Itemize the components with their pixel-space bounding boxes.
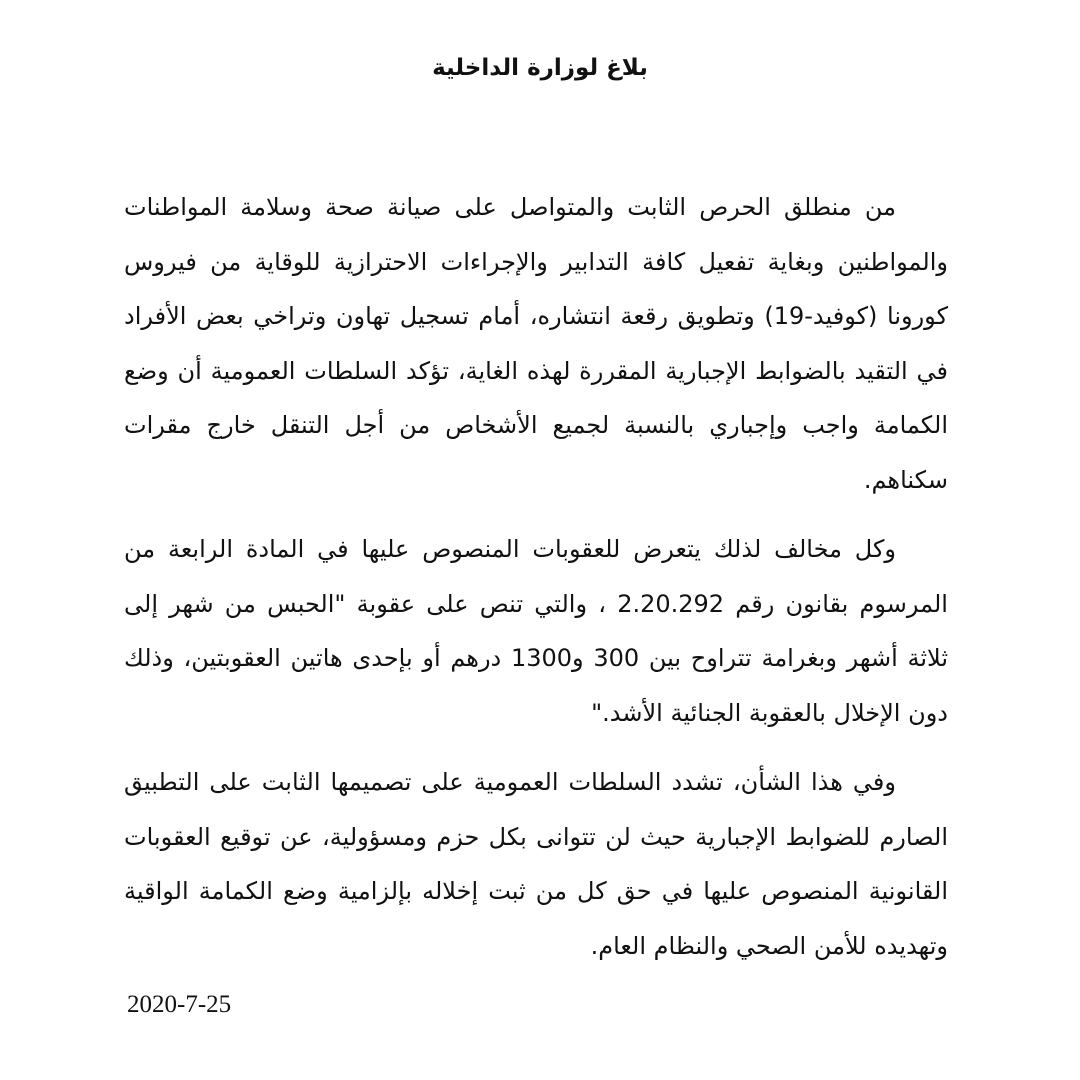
paragraph-mask-obligation: من منطلق الحرص الثابت والمتواصل على صيانة صحة وسلامة المواطنات والمواطنين وبغاية تفعيل كافة التدابير والإجراءات الاحترازية للوقاية من فيروس كورونا (كوفيد-19) وتطويق رقعة انتشاره، أمام تسجيل تهاون وتراخي بعض الأفراد في التقيد بالضوابط الإجبارية المقررة لهذه الغاية، تؤكد السلطات العمومية أن وضع الكمامة واجب وإجباري بالنسبة لجميع الأشخاص من أجل التنقل خارج مقرات سكناهم. [124,193,948,494]
paragraph-enforcement: وفي هذا الشأن، تشدد السلطات العمومية على تصميمها الثابت على التطبيق الصارم للضوابط الإجبارية حيث لن تتوانى بكل حزم ومسؤولية، عن توقيع العقوبات القانونية المنصوص عليها في حق كل من ثبت إخلاله بإلزامية وضع الكمامة الواقية وتهديده للأمن الصحي والنظام العام. [124,768,948,960]
document-title: بلاغ لوزارة الداخلية [432,55,648,81]
paragraph-penalties: وكل مخالف لذلك يتعرض للعقوبات المنصوص عليها في المادة الرابعة من المرسوم بقانون رقم 2.20.292 ، والتي تنص على عقوبة "الحبس من شهر إلى ثلاثة أشهر وبغرامة تتراوح بين 300 و1300 درهم أو بإحدى هاتين العقوبتين، وذلك دون الإخلال بالعقوبة الجنائية الأشد." [124,535,948,727]
document-date: 2020-7-25 [127,991,232,1018]
